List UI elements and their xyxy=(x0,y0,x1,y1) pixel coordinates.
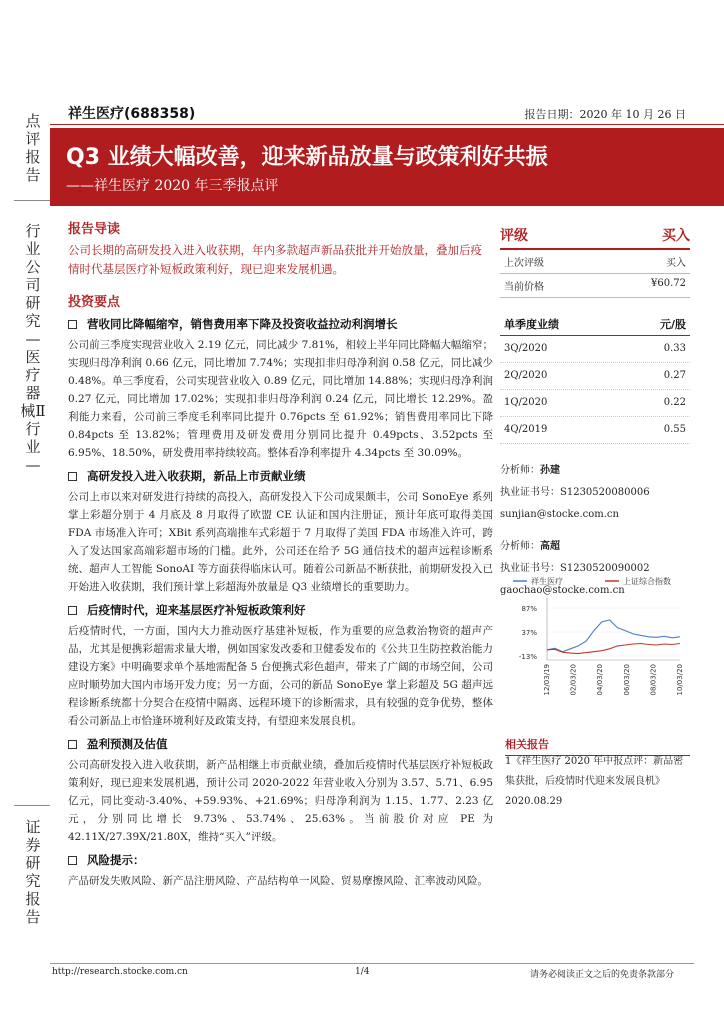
section-text: 公司上市以来对研发进行持续的高投入，高研发投入下公司成果颇丰，公司 SonoEye 系列掌上彩超分别于 4 月底及 8 月取得了欧盟 CE 认证和国内注册证，预计年底可取得美国 FDA 市场准入许可；XBit 系列高端推车式彩超于 7 月取得了美国 FDA 市场准入许可，跨入了发达国家高端彩超市场的门槛。此外，公司还在给予 5G 通信技术的超声远程诊断系统、超声人工智能 SonoAI 等方面获得临床认可。随着公司新品不断获批，前期研发投入已开始进入收获期，我们预计掌上彩超海外放量是 Q3 业绩增长的重要助力。 xyxy=(68,491,493,593)
divider xyxy=(14,805,50,806)
eps-row: 4Q/2019 0.55 xyxy=(500,417,690,444)
side-label-middle: 行业公司研究—医疗器械Ⅱ行业— xyxy=(20,222,46,474)
analyst-cert: 执业证书号：S1230520090002 xyxy=(500,563,650,574)
report-title: Q3 业绩大幅改善，迎来新品放量与政策利好共振 xyxy=(66,145,548,170)
section-heading: 盈利预测及估值 xyxy=(68,736,493,752)
analyst-email[interactable]: gaochao@stocke.com.cn xyxy=(500,585,625,596)
related-report[interactable]: 1《祥生医疗 2020 年中报点评：新品密集获批，后疫情时代迎来发展良机》 xyxy=(505,756,684,787)
rating-row xyxy=(500,225,690,250)
price-chart-svg xyxy=(505,572,690,700)
eps-row: 1Q/2020 0.22 xyxy=(500,390,690,417)
report-subtitle: ——祥生医疗 2020 年三季报点评 xyxy=(66,178,279,194)
section-heading: 高研发投入进入收获期，新品上市贡献业绩 xyxy=(68,468,493,484)
analyst-name: 高超 xyxy=(540,541,560,552)
guide-heading: 报告导读 xyxy=(68,222,121,237)
checkbox-icon xyxy=(68,606,77,615)
points-heading: 投资要点 xyxy=(68,295,121,310)
footer-rule xyxy=(50,963,694,964)
section-text: 后疫情时代，一方面，国内大力推动医疗基建补短板，作为重要的应急救治物资的超声产品，尤其是便携彩超需求量大增，例如国家发改委和卫健委发布的《公共卫生防控救治能力建设方案》中明确要求单个基地需配备 5 台便携式彩色超声，带来了广阔的市场空间，公司应时顺势加大国内市场开发力度；另一方面，公司的新品 SonoEye 掌上彩超及 5G 超声远程诊断系统都十分契合在疫情中隔离、远程环境下的诊断需求，具有较强的竞争优势，整体看公司新品上市恰逢环境利好及政策支持，有望迎来发展良机。 xyxy=(68,625,493,727)
divider xyxy=(14,200,50,201)
section-heading: 风险提示： xyxy=(68,852,493,868)
analyst-cert: 执业证书号：S1230520080006 xyxy=(500,487,650,498)
side-label-top: 点评报告 xyxy=(25,112,41,184)
price-chart xyxy=(505,572,690,700)
side-label-bottom: 证券研究报告 xyxy=(25,818,41,926)
report-date: 报告日期：2020 年 10 月 26 日 xyxy=(524,108,686,121)
checkbox-icon xyxy=(68,740,77,749)
related-date: 2020.08.29 xyxy=(505,796,563,807)
eps-header: 单季度业绩 元/股 xyxy=(500,316,690,336)
eps-row: 2Q/2020 0.27 xyxy=(500,363,690,390)
rating-value: 买入 xyxy=(662,228,690,244)
page-number: 1/4 xyxy=(355,967,370,977)
x-tick-label: 04/03/20 xyxy=(596,664,605,696)
section-text: 产品研发失败风险、新产品注册风险、产品结构单一风险、贸易摩擦风险、汇率波动风险。 xyxy=(68,875,488,887)
x-tick-label: 08/03/20 xyxy=(649,664,658,696)
checkbox-icon xyxy=(68,856,77,865)
analyst-email[interactable]: sunjian@stocke.com.cn xyxy=(500,509,619,520)
right-column xyxy=(500,225,690,602)
series-line xyxy=(547,644,680,654)
disclaimer-note: 请务必阅读正文之后的免责条款部分 xyxy=(529,970,674,980)
section-text: 公司前三季度实现营业收入 2.19 亿元，同比减少 7.81%，相较上半年同比降幅大幅缩窄；实现归母净利润 0.66 亿元，同比增加 7.74%；实现扣非归母净利润 0.58 亿元，同比减少 0.48%。单三季度看，公司实现营业收入 0.89 亿元，同比增加 14.88%；实现归母净利润 0.27 亿元，同比增加 17.02%；实现扣非归母净利润 0.24 亿元，同比增长 12.29%。盈利能力来看，公司前三季度毛利率同比提升 0.76pcts 至 61.92%；销售费用率同比下降 0.84pcts 至 13.82%；管理费用及研发费用分别同比提升 0.49pcts、3.52pcts 至 6.95%、18.50%，研发费用率持续较高。整体看净利率提升 4.34pcts 至 30.09%。 xyxy=(68,339,493,459)
legend-label: 祥生医疗 xyxy=(531,577,563,586)
y-tick-label: -13% xyxy=(518,653,537,661)
y-tick-label: 87% xyxy=(521,605,537,613)
analyst-name: 孙建 xyxy=(540,465,560,476)
y-tick-label: 37% xyxy=(521,629,537,637)
footer-url[interactable]: http://research.stocke.com.cn xyxy=(52,967,188,977)
section-heading: 营收同比降幅缩窄，销售费用率下降及投资收益拉动利润增长 xyxy=(68,316,493,332)
x-tick-label: 10/03/20 xyxy=(676,664,684,696)
prev-rating-row: 上次评级 买入 xyxy=(500,250,690,274)
checkbox-icon xyxy=(68,320,77,329)
eps-row: 3Q/2020 0.33 xyxy=(500,336,690,363)
section-heading: 后疫情时代，迎来基层医疗补短板政策利好 xyxy=(68,602,493,618)
section-text: 公司高研发投入进入收获期，新产品相继上市贡献业绩，叠加后疫情时代基层医疗补短板政策利好，现已迎来发展机遇，预计公司 2020-2022 年营业收入分别为 3.57、5.71、6.95 亿元，同比变动-3.40%、+59.93%、+21.69%；归母净利润为 1.15、1.77、2.23 亿元，分别同比增长 9.73%、53.74%、25.63%。当前股价对应 PE 为 42.11X/27.39X/21.80X，维持“买入”评级。 xyxy=(68,759,493,843)
analyst-block: 分析师：孙建 执业证书号：S1230520080006 sunjian@stocke.com.cn xyxy=(500,460,690,526)
x-tick-label: 06/03/20 xyxy=(622,664,631,696)
x-tick-label: 12/03/19 xyxy=(543,664,551,696)
company-name: 祥生医疗(688358) xyxy=(68,106,196,122)
rating-label: 评级 xyxy=(500,228,528,244)
x-tick-label: 02/03/20 xyxy=(569,664,578,696)
price-row: 当前价格 ¥60.72 xyxy=(500,274,690,298)
legend-label: 上证综合指数 xyxy=(623,577,671,586)
guide-text: 公司长期的高研发投入进入收获期，年内多款超声新品获批并开始放量，叠加后疫情时代基层医疗补短板政策利好，现已迎来发展机遇。 xyxy=(68,243,482,276)
checkbox-icon xyxy=(68,472,77,481)
related-heading: 相关报告 xyxy=(505,736,690,756)
main-column xyxy=(68,218,493,894)
analyst-block: 分析师：高超 执业证书号：S1230520090002 gaochao@stocke.com.cn xyxy=(500,536,690,602)
related-body xyxy=(505,752,690,812)
